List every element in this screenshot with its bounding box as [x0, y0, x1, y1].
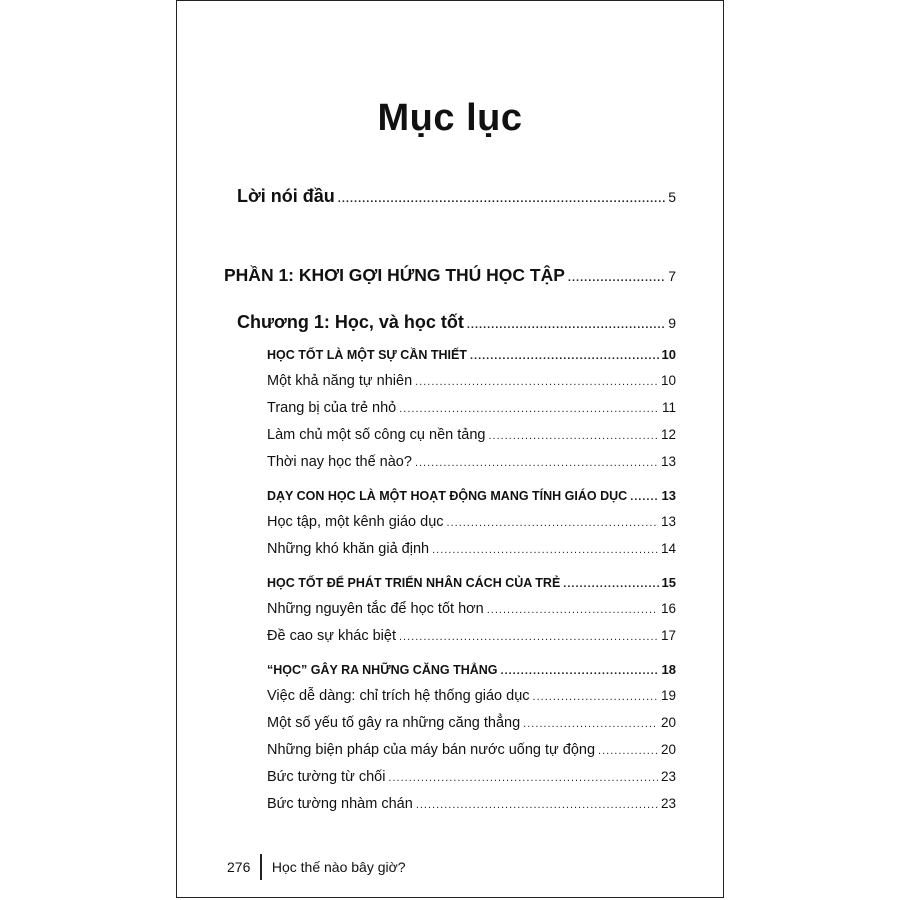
book-page	[176, 0, 724, 898]
toc-entry-subsection	[267, 541, 676, 557]
toc-leader-dots	[447, 518, 658, 529]
page-title: Mục lục	[377, 97, 523, 139]
toc-leader-dots	[415, 377, 658, 388]
toc-entry-label: Những biện pháp của máy bán nước uống tự động	[267, 742, 596, 758]
toc-entry-section	[267, 575, 676, 590]
toc-entry-label: Học tập, một kênh giáo dục	[267, 514, 444, 530]
toc-entry-label: Lời nói đầu	[237, 186, 335, 206]
toc-leader-dots	[630, 492, 658, 503]
toc-entry-label: Bức tường từ chối	[267, 769, 386, 785]
toc-leader-dots	[501, 666, 659, 677]
toc-entry-section	[267, 347, 676, 362]
page-footer	[227, 854, 406, 880]
toc-entry-page: 13	[660, 454, 676, 469]
toc-leader-dots	[467, 320, 665, 331]
toc-entry-subsection	[267, 373, 676, 389]
toc-entry-page: 20	[660, 715, 676, 730]
toc-entry-page: 10	[661, 347, 676, 362]
page-number: 276	[227, 859, 251, 875]
toc-entry-subsection	[267, 688, 676, 704]
toc-entry-subsection	[267, 628, 676, 644]
toc-entry-subsection	[267, 454, 676, 470]
toc-entry-subsection	[267, 601, 676, 617]
toc-entry-section	[267, 488, 676, 503]
toc-entry-subsection	[267, 715, 676, 731]
toc-entry-subsection	[267, 742, 676, 758]
toc-entry-label: Một khả năng tự nhiên	[267, 373, 413, 389]
toc-leader-dots	[432, 545, 658, 556]
toc-entry-page: 14	[660, 541, 676, 556]
toc-leader-dots	[416, 800, 658, 811]
toc-entry-label: “HỌC” GÂY RA NHỮNG CĂNG THẲNG	[267, 663, 498, 677]
toc-leader-dots	[487, 605, 658, 616]
toc-entry-page: 7	[668, 268, 676, 284]
toc-entry-label: Làm chủ một số công cụ nền tảng	[267, 427, 486, 443]
toc-leader-dots	[523, 719, 658, 730]
toc-entry-label: HỌC TỐT ĐỂ PHÁT TRIỂN NHÂN CÁCH CỦA TRẺ	[267, 576, 561, 590]
toc-entry-page: 17	[660, 628, 676, 643]
toc-entry-page: 5	[668, 189, 676, 205]
running-title: Học thế nào bây giờ?	[271, 859, 406, 875]
toc-entry-label: Chương 1: Học, và học tốt	[237, 312, 464, 332]
toc-entry-page: 12	[660, 427, 676, 442]
toc-entry-label: Một số yếu tố gây ra những căng thẳng	[267, 715, 521, 731]
toc-entry-label: PHẦN 1: KHƠI GỢI HỨNG THÚ HỌC TẬP	[224, 265, 565, 285]
toc-entry-label: Thời nay học thế nào?	[267, 454, 412, 470]
toc-entry-page: 13	[661, 488, 676, 503]
toc-leader-dots	[598, 746, 658, 757]
toc-entry-label: Những nguyên tắc để học tốt hơn	[267, 601, 484, 617]
toc-entry-page: 18	[661, 662, 676, 677]
toc-entry-section	[267, 662, 676, 677]
toc-leader-dots	[399, 632, 658, 643]
toc-entry-page: 9	[668, 315, 676, 331]
toc-leader-dots	[568, 273, 665, 284]
footer-divider	[260, 854, 262, 880]
toc-leader-dots	[338, 194, 665, 205]
toc-entry-chapter	[237, 312, 676, 333]
toc-entry-page: 23	[660, 769, 676, 784]
toc-entry-part	[224, 265, 676, 286]
toc-entry-page: 11	[661, 400, 676, 415]
toc-entry-label: Đề cao sự khác biệt	[267, 628, 396, 644]
toc-leader-dots	[533, 692, 658, 703]
toc-entry-page: 15	[661, 575, 676, 590]
toc-leader-dots	[563, 579, 658, 590]
toc-entry-page: 20	[660, 742, 676, 757]
toc-leader-dots	[388, 773, 658, 784]
toc-entry-page: 19	[660, 688, 676, 703]
toc-entry-page: 13	[660, 514, 676, 529]
toc-entry-subsection	[267, 769, 676, 785]
toc-entry-subsection	[267, 400, 676, 416]
toc-entry-page: 16	[660, 601, 676, 616]
toc-entry-subsection	[267, 514, 676, 530]
toc-entry-page: 23	[660, 796, 676, 811]
toc-leader-dots	[415, 458, 658, 469]
toc-entry-label: DẠY CON HỌC LÀ MỘT HOẠT ĐỘNG MANG TÍNH GIÁO DỤC	[267, 489, 628, 503]
toc-leader-dots	[470, 351, 659, 362]
toc-entry-subsection	[267, 796, 676, 812]
toc-entry-label: HỌC TỐT LÀ MỘT SỰ CẦN THIẾT	[267, 348, 467, 362]
toc-entry-label: Những khó khăn giả định	[267, 541, 430, 557]
toc-entry-label: Việc dễ dàng: chỉ trích hệ thống giáo dục	[267, 688, 530, 704]
toc-entry-label: Bức tường nhàm chán	[267, 796, 413, 812]
toc-leader-dots	[488, 431, 658, 442]
toc-entry-label: Trang bị của trẻ nhỏ	[267, 400, 397, 416]
toc-entry-page: 10	[660, 373, 676, 388]
toc-entry-preface	[237, 186, 676, 207]
toc-leader-dots	[399, 404, 659, 415]
toc-entry-subsection	[267, 427, 676, 443]
